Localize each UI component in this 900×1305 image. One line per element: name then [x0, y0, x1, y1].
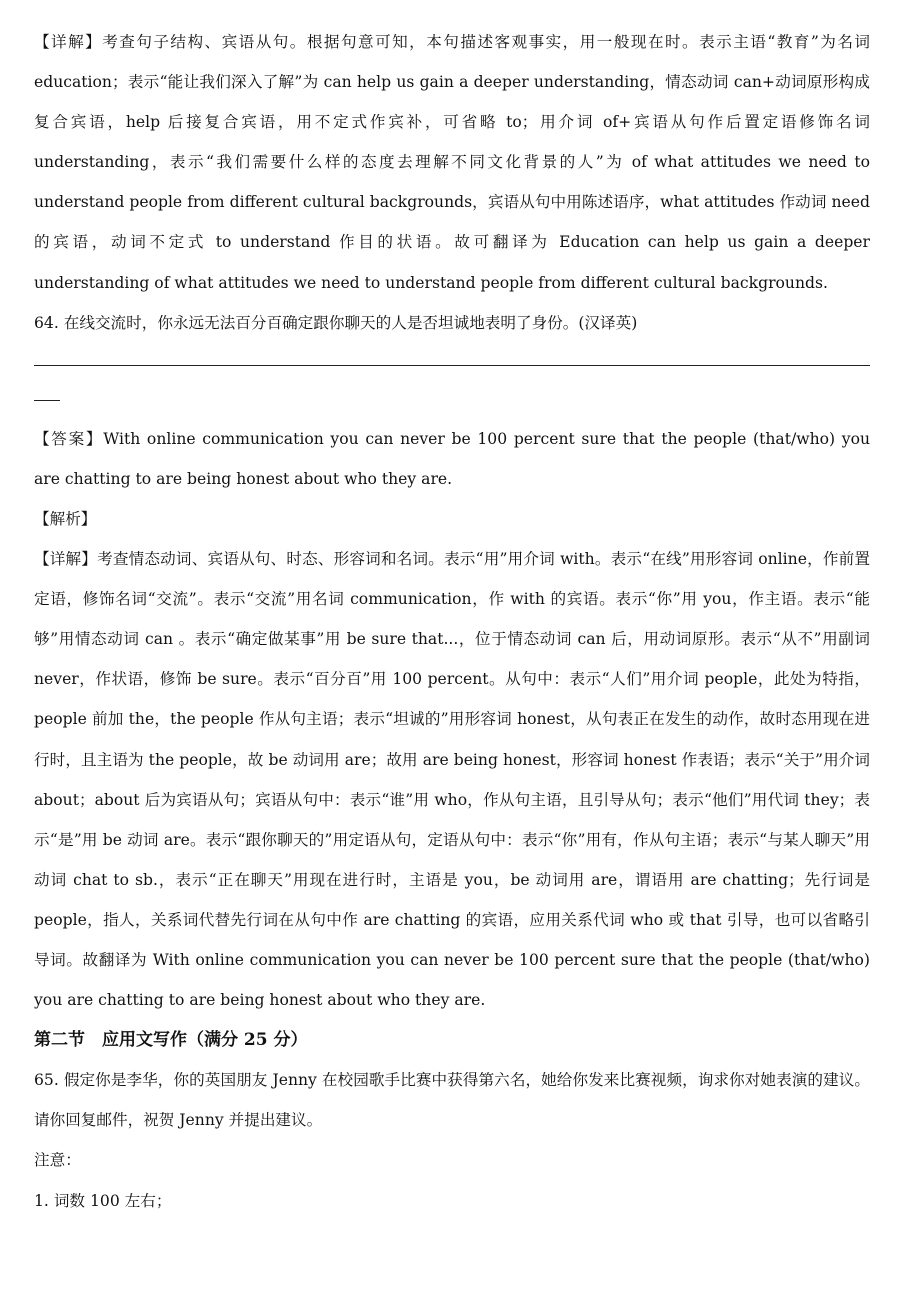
answer-64: 【答案】With online communication you can never be 100 percent sure that the people (that/who) you are chatting to are being honest about who they are. [34, 429, 870, 488]
detail-paragraph-64: 【详解】考查情态动词、宾语从句、时态、形容词和名词。表示“用”用介词 with。表示“在线”用形容词 online，作前置定语，修饰名词“交流”。表示“交流”用名词 communication，作 with 的宾语。表示“你”用 you，作主语。表示“能够”用情态动词 can 。表示“确定做某事”用 be sure that...，位于情态动词 can 后，用动词原形。表示“从不”用副词 never，作状语，修饰 be sure。表示“百分百”用 100 percent。从句中：表示“人们”用介词 people，此处为特指，people 前加 the，the people 作从句主语；表示“坦诚的”用形容词 honest，从句表正在发生的动作，故时态用现在进行时，且主语为 the people，故 be 动词用 are；故用 are being honest，形容词 honest 作表语；表示“关于”用介词 about；about 后为宾语从句；宾语从句中：表示“谁”用 who，作从句主语，且引导从句；表示“他们”用代词 they；表示“是”用 be 动词 are。表示“跟你聊天的”用定语从句，定语从句中：表示“你”用有，作从句主语；表示“与某人聊天”用动词 chat to sb.，表示“正在聊天”用现在进行时，主语是 you，be 动词用 are，谓语用 are chatting；先行词是 people，指人，关系词代替先行词在从句中作 are chatting 的宾语，应用关系代词 who 或 that 引导，也可以省略引导词。故翻译为 With online communication you can never be 100 percent sure that the people (that/who) you are chatting to are being honest about who they are. [34, 550, 870, 1010]
answer-blank-line [34, 343, 870, 366]
detail-paragraph: 【详解】考查句子结构、宾语从句。根据句意可知，本句描述客观事实，用一般现在时。表示主语“教育”为名词 education；表示“能让我们深入了解”为 can help us gain a deeper understanding，情态动词 can+动词原形构成复合宾语，help 后接复合宾语，用不定式作宾补，可省略 to；用介词 of+宾语从句作后置定语修饰名词 understanding，表示“我们需要什么样的态度去理解不同文化背景的人”为 of what attitudes we need to understand people from different cultural backgrounds，宾语从句中用陈述语序，what attitudes 作动词 need 的宾语，动词不定式 to understand 作目的状语。故可翻译为 Education can help us gain a deeper understanding of what attitudes we need to understand people from different cultural backgrounds. [34, 33, 870, 292]
answer-blank-continuation [34, 400, 60, 401]
note-label: 注意： [34, 1151, 81, 1170]
question-65: 65. 假定你是李华，你的英国朋友 Jenny 在校园歌手比赛中获得第六名，她给你发来比赛视频，询求你对她表演的建议。请你回复邮件，祝贺 Jenny 并提出建议。 [34, 1071, 870, 1130]
section-title: 第二节 应用文写作（满分 25 分） [34, 1030, 308, 1051]
question-64: 64. 在线交流时，你永远无法百分百确定跟你聊天的人是否坦诚地表明了身份。(汉译英) [34, 313, 638, 332]
analysis-label: 【解析】 [34, 509, 97, 528]
document-page [34, 22, 870, 1221]
note-item-1: 1. 词数 100 左右； [34, 1191, 172, 1210]
